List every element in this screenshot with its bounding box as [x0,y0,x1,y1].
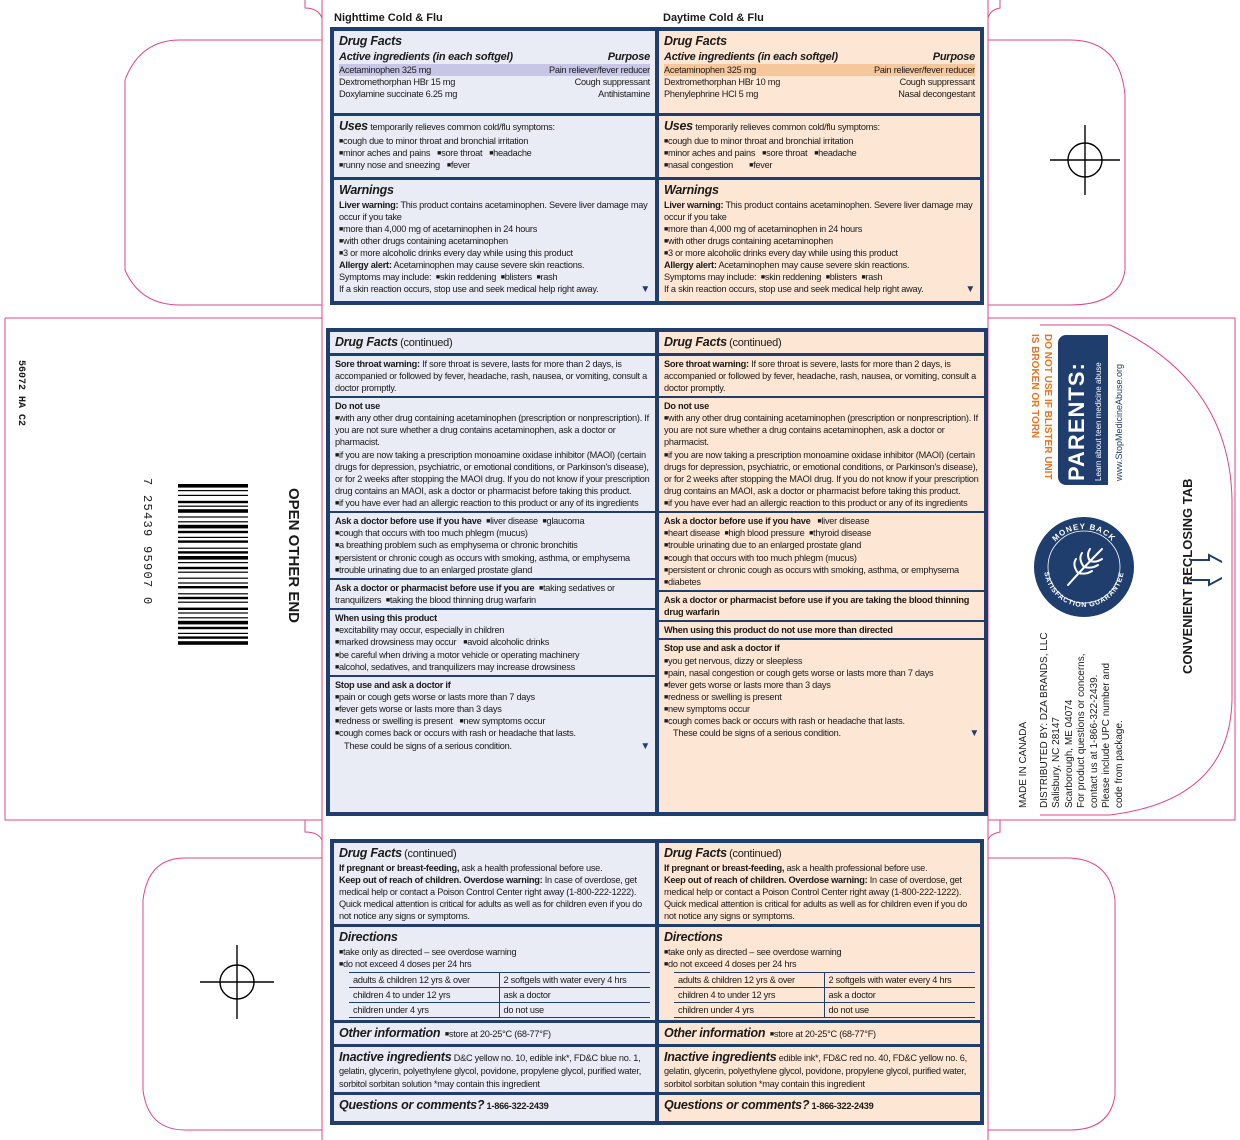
ask-pharmacist-section: Ask a doctor or pharmacist before use if you are ■ taking sedatives or tranquilizers ■ taking the blood thinning drug warfarin [330,580,655,608]
sore-throat-section: Sore throat warning: If sore throat is severe, lasts for more than 2 days, is accompanied or followed by fever, headache, rash, nausea, or vomiting, consult a doctor promptly. [330,356,655,396]
distributor: DISTRIBUTED BY: DZA BRANDS, LLC [1038,632,1050,808]
address-line: Salisbury, NC 28147 [1051,717,1062,808]
daytime-column [659,31,980,301]
contact-line: contact us at 1-866-322-2439. [1088,674,1100,808]
inactive-section: Inactive ingredients edible ink*, FD&C red no. 40, FD&C yellow no. 6, gelatin, glycerin, polyethylene glycol, povidone, propylene glycol, purified water, sorbitol sorbitan solution *may contain this ingredient [659,1047,980,1092]
address-line: Scarborough, ME 04074 [1063,699,1075,808]
reclosing-tab-label: CONVENIENT RECLOSING TAB [1180,478,1195,674]
distribution-info [1018,632,1126,808]
drug-facts-panel-2 [326,328,988,816]
nighttime-column [334,843,655,1121]
continue-arrow-icon: ▼ [969,728,979,740]
contact-line: code from package. [1113,720,1125,808]
when-using-section: When using this product ■ excitability may occur, especially in children ■ marked drowsiness may occur ■ avoid alcoholic drinks ■ be careful when driving a motor vehicle or operating machinery ■ alcohol, sedatives, and tranquilizers may increase drowsiness [330,610,655,675]
stop-use-section: Stop use and ask a doctor if ■ you get nervous, dizzy or sleepless ■ pain, nasal congestion or cough gets worse or lasts more than 7 days ■ fever gets worse or lasts more than 3 days ■ redness or swelling is present ■ new symptoms occur ■ cough comes back or occurs with rash or headache that lasts. These could be signs of a serious condition. ▼ [659,640,984,812]
do-not-use-section: Do not use ■ with any other drug containing acetaminophen (prescription or nonprescription). If you are not sure whether a drug contains acetaminophen, ask a doctor or pharmacist. ■ if you are now taking a prescription monoamine oxidase inhibitor (MAOI) (certain drugs for depression, psychiatric, or emotional conditions, or Parkinson's disease), or for 2 weeks after stopping the MAOI drug. If you do not know if your prescription drug contains an MAOI, ask a doctor or pharmacist before taking this product. ■ if you have ever had an allergic reaction to this product or any of its ingredients [330,398,655,511]
nighttime-column: Drug Facts (continued) Sore throat warning: If sore throat is severe, lasts for more than 2 days, is accompanied or followed by fever, headache, rash, nausea, or vomiting, consult a doctor promptly. Do not use ■ with any other drug containing acetaminophen (prescription or nonprescription). If you are not sure whether a drug contains acetaminophen, ask a doctor or pharmacist. ■ if you are now taking a prescription monoamine oxidase inhibitor (MAOI) (certain drugs for depression, psychiatric, or emotional conditions, or Parkinson's disease), or for 2 weeks after stopping the MAOI drug. If you do not know if your prescription drug contains an MAOI, ask a doctor or pharmacist before taking this product. ■ if you have ever had an allergic reaction to this product or any of its ingredients Ask a doctor before use if you have ■ liver disease ■ glaucoma ■ cough that occurs with too much phlegm (mucus) ■ a breathing problem such as emphysema or chronic bronchitis ■ persistent or chronic cough as occurs with smoking, asthma, or emphysema ■ trouble urinating due to an enlarged prostate gland Ask a doctor or pharmacist before use if you are ■ taking sedatives or tranquilizers ■ taking the blood thinning drug warfarin When using this product ■ excitability may occur, especially in children ■ marked drowsiness may occur ■ avoid alcoholic drinks ■ be careful when driving a motor vehicle or operating machinery ■ alcohol, sedatives, and tranquilizers may increase drowsiness Stop use and ask a doctor if ■ pain or cough gets worse or lasts more than 7 days ■ fever gets worse or lasts more than 3 days ■ redness or swelling is present ■ new symptoms occur ■ cough comes back or occurs with rash or headache that lasts. These could be signs of a serious condition. ▼ [330,332,655,812]
parents-box [1058,335,1132,485]
active-header: Active ingredients (in each softgel) [339,50,513,63]
uses-section: Uses temporarily relieves common cold/flu symptoms: ■ cough due to minor throat and bronchial irritation ■ minor aches and pains ■ sore throat ■ headache ■ nasal congestion ■ fever [659,116,980,177]
barcode-icon [158,480,268,670]
parents-title: PARENTS: [1064,362,1089,481]
money-back-guarantee-badge [1032,515,1136,619]
contact-line: For product questions or concerns, [1076,653,1087,808]
dosage-table: adults & children 12 yrs & over 2 softgels with water every 4 hrs children 4 to under 12 yrs ask a doctor children under 4 yrs do not use [674,972,975,1018]
pregnancy-section: Drug Facts (continued) If pregnant or breast-feeding, ask a health professional before use. Keep out of reach of children. Overdose warning: In case of overdose, get medical help or contact a Poison Control Center right away (1-800-222-1222). Quick medical attention is critical for adults as well as for children even if you do not notice any signs or symptoms. [659,843,980,924]
active-ingredients-section: Drug Facts Active ingredients (in each softgel) Purpose Acetaminophen 325 mg Pain reliever/fever reducer Dextromethorphan HBr 10 mg Cough suppressant Phenylephrine HCl 5 mg Nasal decongestant [659,31,980,113]
daytime-label: Daytime Cold & Flu [663,12,764,24]
ingredient-row: Phenylephrine HCl 5 mg Nasal decongestant [664,89,975,100]
directions-section: Directions ■ take only as directed – see overdose warning ■ do not exceed 4 doses per 24 hrs adults & children 12 yrs & over 2 softgels with water every 4 hrs children 4 to under 12 yrs ask a doctor children under 4 yrs do not use [659,927,980,1020]
active-ingredients-section [334,31,655,113]
continue-arrow-icon: ▼ [640,284,650,296]
parents-subtitle: Learn about teen medicine abuse [1094,362,1103,481]
product-code: 56072 HA C2 [15,360,26,427]
nighttime-label: Nighttime Cold & Flu [334,12,443,24]
warnings-section: Warnings Liver warning: This product contains acetaminophen. Severe liver damage may occur if you take ■ more than 4,000 mg of acetaminophen in 24 hours ■ with other drugs containing acetaminophen ■ 3 or more alcoholic drinks every day while using this product Allergy alert: Acetaminophen may cause severe skin reactions. Symptoms may include: ■ skin reddening ■ blisters ■ rash If a skin reaction occurs, stop use and seek medical help right away. ▼ [659,180,980,301]
sore-throat-section: Sore throat warning: If sore throat is severe, lasts for more than 2 days, is accompanied or followed by fever, headache, rash, nausea, or vomiting, consult a doctor promptly. [659,356,984,396]
dosage-table: adults & children 12 yrs & over 2 softgels with water every 4 hrs children 4 to under 12 yrs ask a doctor children under 4 yrs do not use [349,972,650,1018]
drug-facts-panel-1 [330,27,984,305]
ask-doctor-section: Ask a doctor before use if you have ■ liver disease ■ glaucoma ■ cough that occurs with too much phlegm (mucus) ■ a breathing problem such as emphysema or chronic bronchitis ■ persistent or chronic cough as occurs with smoking, asthma, or emphysema ■ trouble urinating due to an enlarged prostate gland [330,513,655,578]
ingredient-row: Acetaminophen 325 mg Pain reliever/fever reducer [664,65,975,76]
drug-facts-panel-3 [330,839,984,1125]
ask-doctor-section: Ask a doctor before use if you have ■ liver disease ■ heart disease ■ high blood pressure ■ thyroid disease ■ trouble urinating due to an enlarged prostate gland ■ cough that occurs with too much phlegm (mucus) ■ persistent or chronic cough as occurs with smoking, asthma, or emphysema ■ diabetes [659,513,984,590]
stop-use-section: Stop use and ask a doctor if ■ pain or cough gets worse or lasts more than 7 days ■ fever gets worse or lasts more than 3 days ■ redness or swelling is present ■ new symptoms occur ■ cough comes back or occurs with rash or headache that lasts. These could be signs of a serious condition. ▼ [330,677,655,812]
ingredient-row: Doxylamine succinate 6.25 mg Antihistamine [339,89,650,100]
continue-arrow-icon: ▼ [965,284,975,296]
other-info-section: Other information ■ store at 20-25°C (68-77°F) [334,1023,655,1044]
ingredient-row: Dextromethorphan HBr 15 mg Cough suppressant [339,77,650,88]
directions-section: Directions ■ take only as directed – see overdose warning ■ do not exceed 4 doses per 24 hrs adults & children 12 yrs & over 2 softgels with water every 4 hrs children 4 to under 12 yrs ask a doctor children under 4 yrs do not use [334,927,655,1020]
ingredient-row: Acetaminophen 325 mg Pain reliever/fever reducer [339,65,650,76]
when-using-section: When using this product do not use more than directed [659,622,984,638]
blister-warning: DO NOT USE IF BLISTER UNIT IS BROKEN OR TORN [1029,334,1053,480]
pregnancy-section: Drug Facts (continued) If pregnant or breast-feeding, ask a health professional before use. Keep out of reach of children. Overdose warning: In case of overdose, get medical help or contact a Poison Control Center right away (1-800-222-1222). Quick medical attention is critical for adults as well as for children even if you do not notice any signs or symptoms. [334,843,655,924]
other-info-section: Other information ■ store at 20-25°C (68-77°F) [659,1023,980,1044]
uses-section: Uses temporarily relieves common cold/flu symptoms: ■ cough due to minor throat and bronchial irritation ■ minor aches and pains ■ sore throat ■ headache ■ runny nose and sneezing ■ fever [334,116,655,177]
made-in: MADE IN CANADA [1018,721,1029,808]
questions-section: Questions or comments? 1-866-322-2439 [659,1095,980,1121]
purpose-header: Purpose [607,50,650,63]
badge-top-text: MONEY BACK [1050,521,1118,544]
badge-bottom-text: SATISFACTION GUARANTEE [1042,571,1126,610]
arrow-right-icon [1190,535,1222,605]
barcode-digits: 7 25439 95907 0 [140,478,154,606]
do-not-use-section: Do not use ■ with any other drug containing acetaminophen (prescription or nonprescription). If you are not sure whether a drug contains acetaminophen, ask a doctor or pharmacist. ■ if you are now taking a prescription monoamine oxidase inhibitor (MAOI) (certain drugs for depression, psychiatric, or emotional conditions, or Parkinson's disease), or for 2 weeks after stopping the MAOI drug. If you do not know if your prescription drug contains an MAOI, ask a doctor or pharmacist before taking this product. ■ if you have ever had an allergic reaction to this product or any of its ingredients [659,398,984,511]
continue-arrow-icon: ▼ [640,740,650,752]
warnings-section: Warnings Liver warning: This product contains acetaminophen. Severe liver damage may occur if you take ■ more than 4,000 mg of acetaminophen in 24 hours ■ with other drugs containing acetaminophen ■ 3 or more alcoholic drinks every day while using this product Allergy alert: Acetaminophen may cause severe skin reactions. Symptoms may include: ■ skin reddening ■ blisters ■ rash If a skin reaction occurs, stop use and seek medical help right away. ▼ [334,180,655,301]
drug-facts-title: Drug Facts [339,34,402,48]
nighttime-column [334,31,655,301]
questions-section: Questions or comments? 1-866-322-2439 [334,1095,655,1121]
inactive-section: Inactive ingredients D&C yellow no. 10, edible ink*, FD&C blue no. 1, gelatin, glycerin, polyethylene glycol, povidone, propylene glycol, purified water, sorbitol sorbitan solution *may contain this ingredient [334,1047,655,1092]
daytime-column [659,843,980,1121]
daytime-column: Drug Facts (continued) Sore throat warning: If sore throat is severe, lasts for more than 2 days, is accompanied or followed by fever, headache, rash, nausea, or vomiting, consult a doctor promptly. Do not use ■ with any other drug containing acetaminophen (prescription or nonprescription). If you are not sure whether a drug contains acetaminophen, ask a doctor or pharmacist. ■ if you are now taking a prescription monoamine oxidase inhibitor (MAOI) (certain drugs for depression, psychiatric, or emotional conditions, or Parkinson's disease), or for 2 weeks after stopping the MAOI drug. If you do not know if your prescription drug contains an MAOI, ask a doctor or pharmacist before taking this product. ■ if you have ever had an allergic reaction to this product or any of its ingredients Ask a doctor before use if you have ■ liver disease ■ heart disease ■ high blood pressure ■ thyroid disease ■ trouble urinating due to an enlarged prostate gland ■ cough that occurs with too much phlegm (mucus) ■ persistent or chronic cough as occurs with smoking, asthma, or emphysema ■ diabetes Ask a doctor or pharmacist before use if you are taking the blood thinning drug warfarin When using this product do not use more than directed Stop use and ask a doctor if ■ you get nervous, dizzy or sleepless ■ pain, nasal congestion or cough gets worse or lasts more than 7 days ■ fever gets worse or lasts more than 3 days ■ redness or swelling is present ■ new symptoms occur ■ cough comes back or occurs with rash or headache that lasts. These could be signs of a serious condition. ▼ [659,332,984,812]
ask-pharmacist-section: Ask a doctor or pharmacist before use if you are taking the blood thinning drug warfarin [659,592,984,620]
contact-line: Please include UPC number and [1101,662,1112,808]
drug-facts-title: Drug Facts [664,34,727,48]
ingredient-row: Dextromethorphan HBr 10 mg Cough suppressant [664,77,975,88]
parents-url: www.StopMedicineAbuse.org [1114,363,1124,481]
open-other-end-label: OPEN OTHER END [285,488,302,624]
